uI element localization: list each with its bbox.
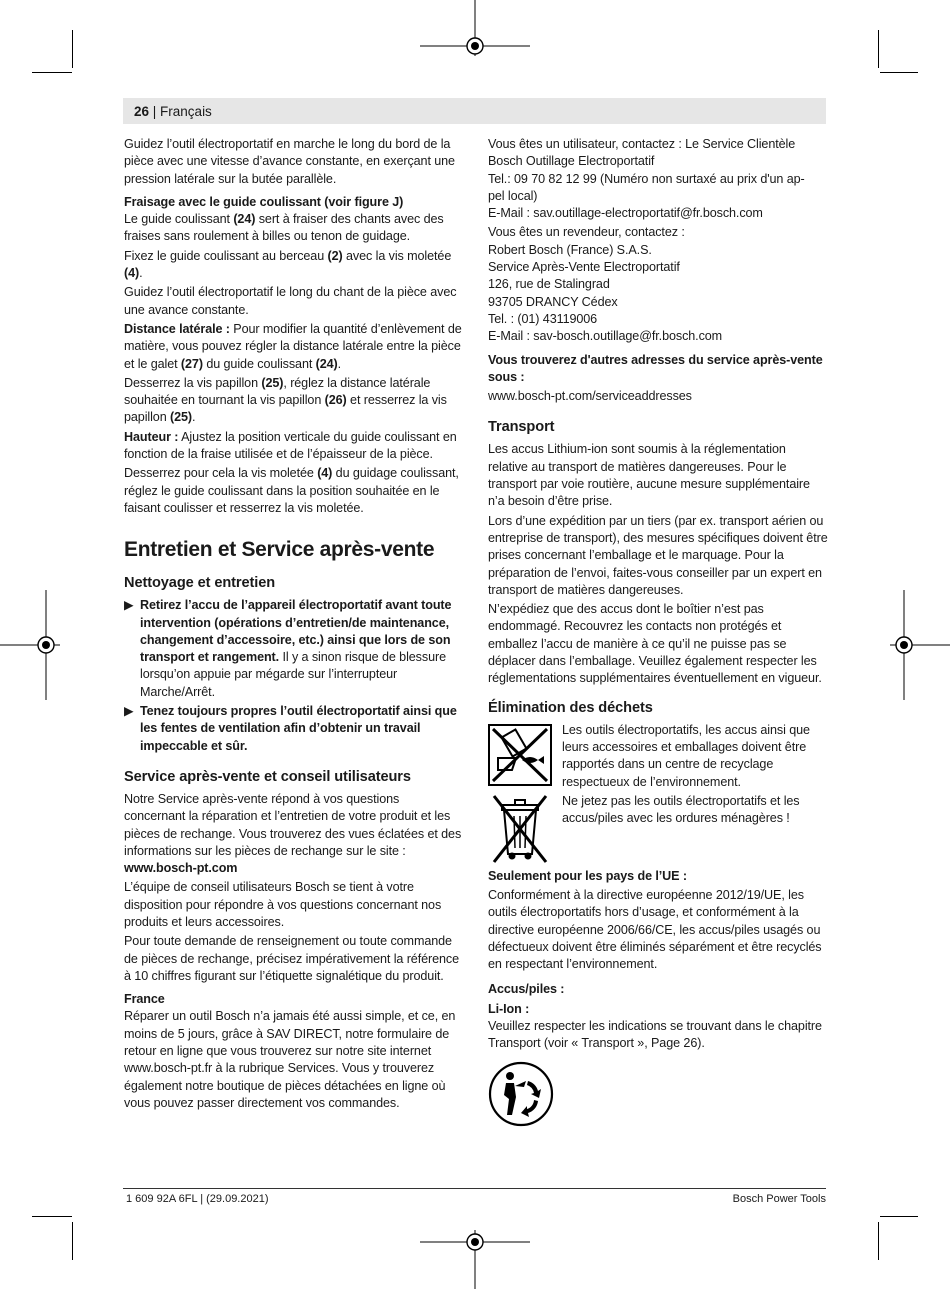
- left-column: [124, 136, 462, 1114]
- fraisage-paragraph-1: Le guide coulissant (24) sert à fraiser des chants avec des fraises sans roulement à billes ou tenon de guidage.: [124, 212, 444, 244]
- service-paragraph-3: Pour toute demande de renseignement ou toute commande de pièces de rechange, précisez impérativement la référence à 10 chiffres figurant sur l’étiquette signalétique du produit.: [124, 934, 460, 983]
- bullet-item: ▶ Retirez l’accu de l’appareil électroportatif avant toute intervention (opérations d’entretien/de maintenance, changement d’accessoire, etc.) ainsi que lors de son transport et rangement. Il y a sinon risque de blessure lorsqu’on appuie par mégarde sur l’interrupteur Marche/Arrêt.: [124, 598, 452, 699]
- accus-heading: Accus/piles :: [488, 982, 565, 997]
- ue-paragraph: Conformément à la directive européenne 2012/19/UE, les outils électroportatifs hors d’usage, et conformément à la directive européenne 2006/66/CE, les accus/piles usagés ou défectueux doivent être éliminés séparément et être recyclés en respectant l’environnement.: [488, 887, 822, 972]
- crop-mark: [878, 30, 879, 68]
- elimination-block: [488, 722, 828, 862]
- france-paragraph: Réparer un outil Bosch n’a jamais été aussi simple, et ce, en moins de 5 jours, grâce à SAV DIRECT, notre formulaire de retour en ligne que vous trouverez sur notre site internet www.bosch-pt.fr à la rubrique Services. Vous y trouverez également notre boutique de pièces détachées en ligne où vous pouvez passer directement vos commandes.: [124, 1009, 456, 1110]
- reseller-contact: Vous êtes un revendeur, contactez : Robert Bosch (France) S.A.S. Service Après-Vente Electroportatif 126, rue de Stalingrad 93705 DRANCY Cédex Tel. : (01) 43119006 E-Mail : sav-bosch.outillage@fr.bosch.com: [488, 225, 723, 344]
- transport-paragraph-1: Les accus Lithium-ion sont soumis à la réglementation relative au transport de matières dangereuses. Pour le transport par voie routière, aucune mesure supplémentaire n’a besoin d’être prise.: [488, 442, 810, 509]
- registration-mark-icon: [0, 590, 60, 700]
- transport-paragraph-2: Lors d’une expédition par un tiers (par ex. transport aérien ou entreprise de transport), des mesures spécifiques doivent être prises concernant l’emballage et le marquage. Pour la préparation de l’envoi, faites-vous conseiller par un expert en transport de matières dangereuses.: [488, 513, 828, 597]
- crop-mark: [880, 1216, 918, 1217]
- registration-mark-icon: [890, 590, 950, 700]
- triman-icon: [488, 1061, 554, 1127]
- recycle-box-icon: [488, 724, 552, 786]
- ue-heading: Seulement pour les pays de l’UE :: [488, 868, 687, 883]
- footer-doc-ref: 1 609 92A 6FL | (29.09.2021): [126, 1193, 269, 1205]
- bullet-item: ▶ Tenez toujours propres l’outil électroportatif ainsi que les fentes de ventilation afin d’obtenir un travail impeccable et sûr.: [124, 704, 457, 753]
- crop-mark: [72, 1222, 73, 1260]
- page-language: Français: [160, 104, 212, 119]
- fraisage-paragraph-2: Fixez le guide coulissant au berceau (2) avec la vis moletée (4).: [124, 248, 452, 281]
- crop-mark: [880, 72, 918, 73]
- nettoyage-heading: Nettoyage et entretien: [124, 575, 276, 592]
- elimination-text: [562, 722, 828, 830]
- service-url: www.bosch-pt.com: [124, 861, 238, 876]
- page-header: 26 | Français: [134, 104, 212, 119]
- right-column: [488, 136, 828, 1132]
- crop-mark: [32, 72, 72, 73]
- elimination-heading: Élimination des déchets: [488, 699, 653, 716]
- service-paragraph-2: L’équipe de conseil utilisateurs Bosch se tient à votre disposition pour répondre à vos questions concernant nos produits et leurs accessoires.: [124, 880, 442, 929]
- fraisage-heading: Fraisage avec le guide coulissant (voir figure J): [124, 194, 404, 209]
- liion-heading: Li-Ion :: [488, 1001, 530, 1016]
- registration-mark-icon: [420, 1230, 530, 1289]
- footer-brand: Bosch Power Tools: [732, 1193, 826, 1205]
- transport-paragraph-3: N’expédiez que des accus dont le boîtier n’est pas endommagé. Recouvrez les contacts non protégés et emballez l’accu de manière à ce qu’il ne puisse pas se déplacer dans l’emballage. Veuillez également respecter les réglementations supplémentaires éventuellement en vigueur.: [488, 602, 822, 686]
- other-addresses-heading: Vous trouverez d'autres adresses du service après-vente sous :: [488, 352, 823, 384]
- crossed-bin-icon: [488, 792, 552, 864]
- user-contact: Vous êtes un utilisateur, contactez : Le Service Clientèle Bosch Outillage Electroportatif Tel.: 09 70 82 12 99 (Numéro non surtaxé au prix d'un ap- pel local) E-Mail : sav.outillage-electroportatif@fr.bosch.com: [488, 137, 805, 221]
- service-heading: Service après-vente et conseil utilisateurs: [124, 768, 411, 785]
- page-header-bar: [123, 98, 826, 124]
- transport-heading: Transport: [488, 419, 555, 436]
- elimination-paragraph-1: Les outils électroportatifs, les accus ainsi que leurs accessoires et emballages doivent être rapportés dans un centre de recyclage respectueux de l’environnement.: [562, 722, 810, 789]
- crop-mark: [878, 1222, 879, 1260]
- bullet-triangle-icon: ▶: [124, 598, 134, 613]
- crop-mark: [32, 1216, 72, 1217]
- liion-paragraph: Veuillez respecter les indications se trouvant dans le chapitre Transport (voir « Transport », Page 26).: [488, 1018, 822, 1051]
- entretien-heading: Entretien et Service après-vente: [124, 538, 435, 562]
- desserrez-paragraph: Desserrez la vis papillon (25), réglez la distance latérale souhaitée en tournant la vis papillon (26) et resserrez la vis papillon (25).: [124, 375, 447, 425]
- intro-paragraph: Guidez l’outil électroportatif en marche le long du bord de la pièce avec une vitesse d’avance constante, en exerçant une pression latérale sur la butée parallèle.: [124, 137, 455, 186]
- registration-mark-icon: [420, 0, 530, 56]
- hauteur-paragraph: Hauteur : Ajustez la position verticale du guide coulissant en fonction de la fraise utilisée et de l’épaisseur de la pièce.: [124, 429, 457, 462]
- distance-paragraph: Distance latérale : Pour modifier la quantité d’enlèvement de matière, vous pouvez régler la distance latérale entre la pièce et le galet (27) du guide coulissant (24).: [124, 321, 462, 371]
- other-addresses-url: www.bosch-pt.com/serviceaddresses: [488, 389, 692, 404]
- fraisage-paragraph-3: Guidez l’outil électroportatif le long du chant de la pièce avec une avance constante.: [124, 285, 457, 317]
- elimination-paragraph-2: Ne jetez pas les outils électroportatifs et les accus/piles avec les ordures ménagères !: [562, 793, 800, 826]
- bullet-triangle-icon: ▶: [124, 704, 134, 719]
- service-paragraph-1: Notre Service après-vente répond à vos questions concernant la réparation et l’entretien de votre produit et les pièces de rechange. Vous trouverez des vues éclatées et des informations sur les pièces de rechange sur le site :: [124, 791, 462, 858]
- desserrez2-paragraph: Desserrez pour cela la vis moletée (4) du guidage coulissant, réglez le guide coulissant dans la position souhaitée en le faisant coulisser et resserrez la vis moletée.: [124, 466, 459, 515]
- page-number: 26: [134, 104, 150, 119]
- crop-mark: [72, 30, 73, 68]
- footer-rule: [123, 1188, 826, 1189]
- france-heading: France: [124, 992, 165, 1007]
